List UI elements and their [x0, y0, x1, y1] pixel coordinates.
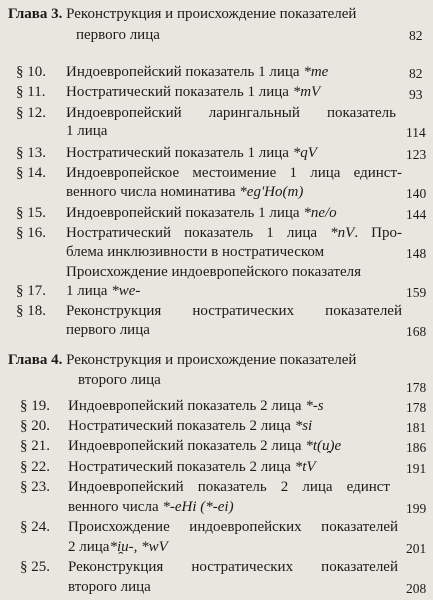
section-title: Индоевропейский показатель 2 лица *t(u̯)e	[68, 438, 342, 454]
section-page-number: 159	[406, 285, 427, 300]
section-title-line-1: Ностратический показатель 1 лица *nV. Про-	[66, 225, 402, 241]
section-page-number: 208	[406, 581, 427, 596]
section-title: Индоевропейский показатель 1 лица *ne/o	[66, 205, 337, 221]
section-page-number: 201	[406, 541, 427, 556]
section-number: § 20.	[20, 418, 50, 434]
chapter-title-line-2: второго лица	[78, 372, 161, 388]
section-page-number: 178	[406, 400, 427, 415]
section-number: § 25.	[20, 559, 50, 575]
section-title-line-1: Индоевропейское местоимение 1 лица единст-	[66, 165, 402, 181]
section-title-line-1: Реконструкция ностратических показателей	[68, 559, 398, 575]
section-number: § 13.	[16, 145, 46, 161]
section-title: Индоевропейский показатель 2 лица *-s	[68, 398, 324, 414]
section-page-number: 148	[406, 246, 427, 261]
section-page-number: 140	[406, 186, 427, 201]
section-title: Индоевропейский показатель 1 лица *me	[66, 64, 329, 80]
section-number: § 11.	[16, 84, 46, 100]
chapter-page-number: 178	[406, 380, 427, 395]
section-page-number: 168	[406, 324, 427, 339]
section-title-line-2: венного числа *-eHi (*-ei)	[68, 499, 234, 515]
section-title-line-2: 1 лица	[66, 123, 108, 139]
section-page-number: 93	[409, 87, 423, 102]
section-title-line-1: Реконструкция ностратических показателей	[66, 303, 402, 319]
chapter-page-number: 82	[409, 28, 423, 43]
section-number: § 23.	[20, 479, 50, 495]
section-number: § 24.	[20, 519, 50, 535]
section-title-line-3: Происхождение индоевропейского показателя	[66, 264, 362, 280]
chapter-label: Глава 3.	[8, 6, 63, 22]
section-title-line-2: второго лица	[68, 579, 151, 595]
section-number: § 15.	[16, 205, 46, 221]
section-title-line-1: Индоевропейский показатель 2 лица единст	[68, 479, 390, 495]
section-title: Ностратический показатель 2 лица *si	[68, 418, 313, 434]
section-number: § 17.	[16, 283, 46, 299]
section-number: § 12.	[16, 105, 46, 121]
chapter-title-line-1: Реконструкция и происхождение показателей	[66, 352, 357, 368]
chapter-title-line-2: первого лица	[76, 27, 160, 43]
section-number: § 22.	[20, 459, 50, 475]
section-page-number: 181	[406, 420, 427, 435]
section-title-line-2: венного числа номинатива *eg'Ho(m)	[66, 184, 304, 200]
section-page-number: 114	[406, 125, 426, 140]
chapter-heading	[8, 351, 356, 369]
section-page-number: 199	[406, 501, 427, 516]
chapter-title-line-1: Реконструкция и происхождение показателей	[66, 6, 357, 22]
section-title-line-2: блема инклюзивности в ностратическом	[66, 244, 325, 260]
section-title: Ностратический показатель 2 лица *tV	[68, 459, 316, 475]
section-number: § 14.	[16, 165, 46, 181]
section-title: 1 лица *we-	[66, 283, 141, 299]
section-page-number: 144	[406, 207, 427, 222]
section-title: Ностратический показатель 1 лица *qV	[66, 145, 317, 161]
section-number: § 19.	[20, 398, 50, 414]
chapter-heading	[8, 5, 356, 23]
section-page-number: 191	[406, 461, 427, 476]
section-number: § 16.	[16, 225, 46, 241]
section-title: Ностратический показатель 1 лица *mV	[66, 84, 321, 100]
section-title-line-1: Индоевропейский ларингальный показатель	[66, 105, 396, 121]
chapter-label: Глава 4.	[8, 352, 63, 368]
section-number: § 10.	[16, 64, 46, 80]
section-page-number: 82	[409, 66, 423, 81]
section-page-number: 186	[406, 440, 427, 455]
section-title-line-2: первого лица	[66, 322, 150, 338]
section-page-number: 123	[406, 147, 427, 162]
section-number: § 18.	[16, 303, 46, 319]
section-title-line-1: Происхождение индоевропейских показателей	[68, 519, 398, 535]
section-number: § 21.	[20, 438, 50, 454]
section-title-line-2: 2 лица*i̯u-, *wV	[68, 539, 168, 555]
